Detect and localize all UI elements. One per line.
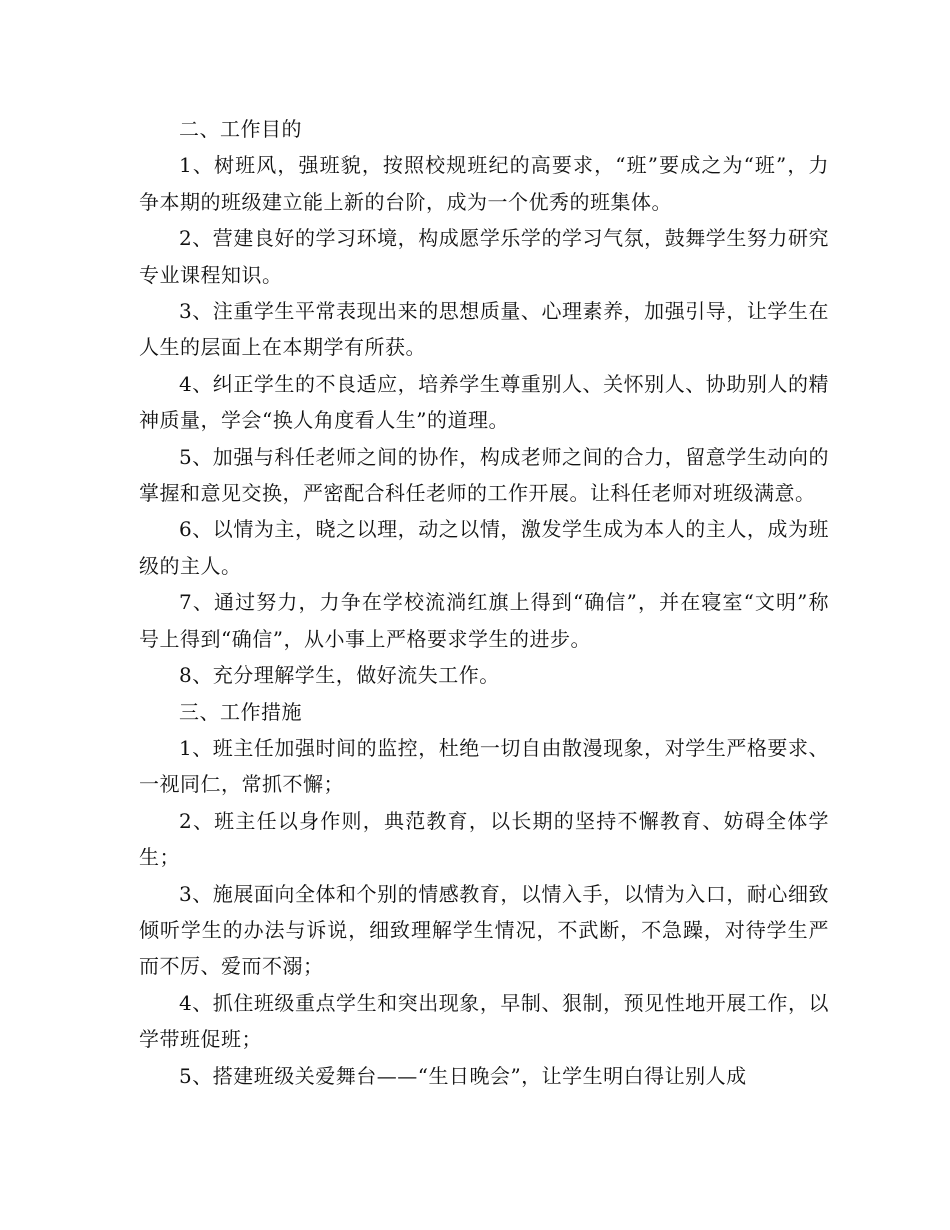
section-heading-goals: 二、工作目的: [179, 117, 302, 141]
measure-item-5: 5、搭建班级关爱舞台——“生日晚会”，让学生明白得让别人成: [179, 1063, 747, 1088]
goal-item-5: 5、加强与科任老师之间的协作，构成老师之间的合力，留意学生动向的掌握和意见交换，严密配合科任老师的工作开展。让科任老师对班级满意。: [139, 444, 829, 506]
measure-item-3: 3、施展面向全体和个别的情感教育，以情入手，以情为入口，耐心细致倾听学生的办法与诉说，细致理解学生情况，不武断，不急躁，对待学生严而不厉、爱而不溺；: [139, 881, 829, 979]
goal-item-4: 4、纠正学生的不良适应，培养学生尊重别人、关怀别人、协助别人的精神质量，学会“换人角度看人生”的道理。: [139, 371, 829, 433]
goal-item-7: 7、通过努力，力争在学校流淌红旗上得到“确信”，并在寝室“文明”称号上得到“确信”，从小事上严格要求学生的进步。: [139, 590, 829, 651]
goal-item-6: 6、以情为主，晓之以理，动之以情，激发学生成为本人的主人，成为班级的主人。: [139, 517, 829, 578]
measure-item-2: 2、班主任以身作则，典范教育，以长期的坚持不懈教育、妨碍全体学生；: [139, 808, 829, 870]
goal-item-8: 8、充分理解学生，做好流失工作。: [179, 663, 500, 688]
measure-item-4: 4、抓住班级重点学生和突出现象，早制、狠制，预见性地开展工作，以学带班促班；: [139, 990, 829, 1052]
section-heading-measures: 三、工作措施: [179, 699, 302, 724]
goal-item-2: 2、营建良好的学习环境，构成愿学乐学的学习气氛，鼓舞学生努力研究专业课程知识。: [139, 226, 829, 287]
goal-item-1: 1、树班风，强班貌，按照校规班纪的高要求，“班”要成之为“班”，力争本期的班级建立能上新的台阶，成为一个优秀的班集体。: [139, 153, 829, 214]
goal-item-3: 3、注重学生平常表现出来的思想质量、心理素养，加强引导，让学生在人生的层面上在本期学有所获。: [139, 299, 829, 360]
document-body: [139, 111, 829, 1094]
measure-item-1: 1、班主任加强时间的监控，杜绝一切自由散漫现象，对学生严格要求、一视同仁，常抓不懈；: [139, 735, 829, 797]
